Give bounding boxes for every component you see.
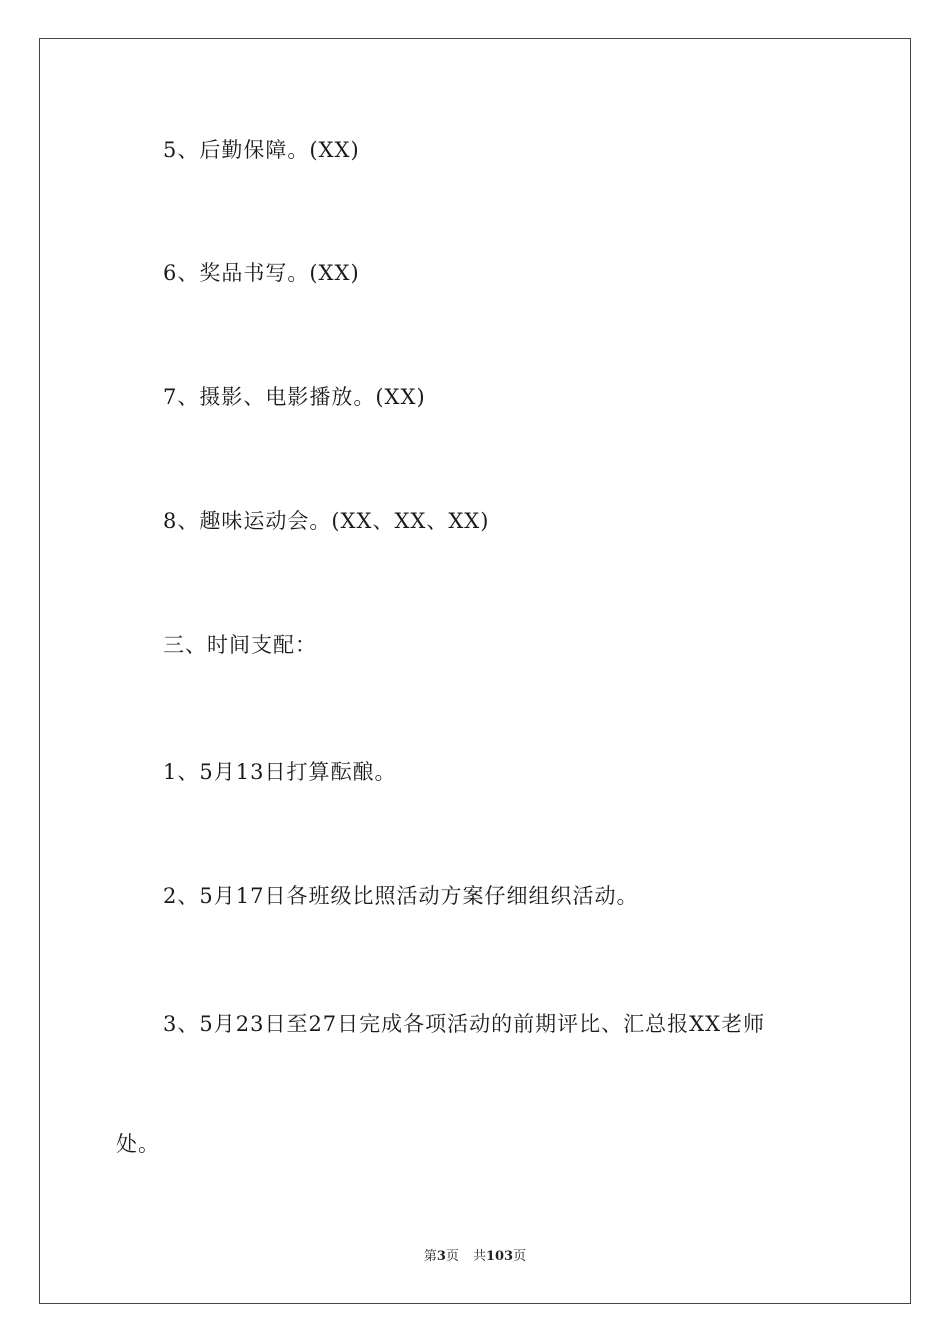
text-line-6: 1、5月13日打算酝酿。 bbox=[163, 760, 397, 784]
total-pages: 103 bbox=[485, 1249, 514, 1264]
text-line-9: 处。 bbox=[116, 1132, 160, 1156]
text-line-7: 2、5月17日各班级比照活动方案仔细组织活动。 bbox=[163, 884, 639, 908]
text-line-4: 8、趣味运动会。(XX、XX、XX) bbox=[163, 509, 490, 533]
text-line-3: 7、摄影、电影播放。(XX) bbox=[163, 385, 426, 409]
page-prefix: 第 bbox=[423, 1249, 437, 1264]
page-footer bbox=[0, 1248, 950, 1266]
page-number: 3 bbox=[436, 1249, 446, 1264]
text-line-8: 3、5月23日至27日完成各项活动的前期评比、汇总报XX老师 bbox=[163, 1012, 766, 1036]
page-frame bbox=[39, 38, 911, 1304]
text-line-2: 6、奖品书写。(XX) bbox=[163, 261, 360, 285]
total-suffix: 页 bbox=[513, 1249, 527, 1264]
text-line-1: 5、后勤保障。(XX) bbox=[163, 138, 360, 162]
page-suffix: 页 bbox=[445, 1249, 459, 1264]
total-prefix: 共 bbox=[472, 1249, 486, 1264]
section-heading: 三、时间支配： bbox=[163, 633, 317, 657]
